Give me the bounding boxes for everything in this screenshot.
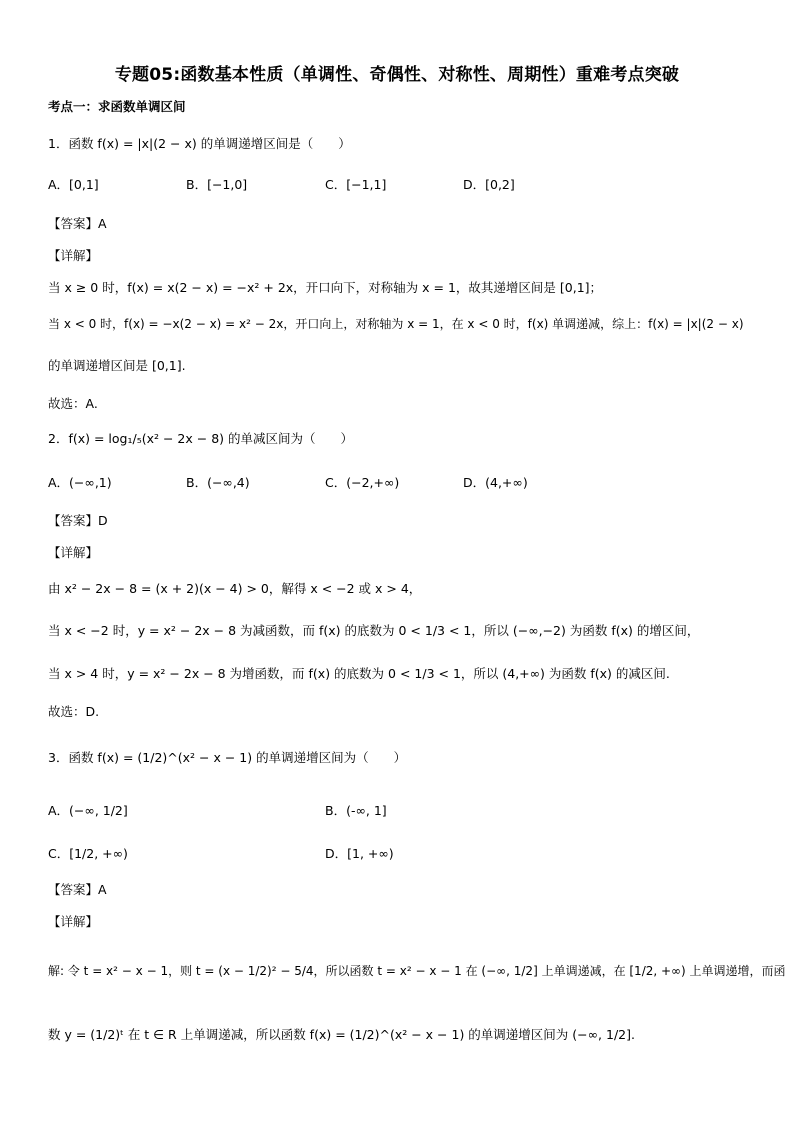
- q3-option-c: C．[1/2, +∞): [48, 846, 128, 861]
- q3-option-a: A．(−∞, 1/2]: [48, 803, 128, 818]
- q1-option-d: D．[0,2]: [463, 177, 515, 192]
- q2-solution-line: 当 x < −2 时，y = x² − 2x − 8 为减函数，而 f(x) 的底数为 0 < 1/3 < 1，所以 (−∞,−2) 为函数 f(x) 的增区间，: [48, 623, 700, 638]
- page-title: 专题05:函数基本性质（单调性、奇偶性、对称性、周期性）重难考点突破: [114, 65, 680, 85]
- q1-option-a: A．[0,1]: [48, 177, 99, 192]
- q2-answer: 【答案】D: [48, 513, 108, 528]
- q1-option-c: C．[−1,1]: [325, 177, 387, 192]
- q2-detail-label: 【详解】: [48, 545, 99, 560]
- q1-detail-label: 【详解】: [48, 248, 99, 263]
- q3-option-b: B．(-∞, 1]: [325, 803, 387, 818]
- q3-option-d: D．[1, +∞): [325, 846, 394, 861]
- q1-solution-line: 当 x ≥ 0 时，f(x) = x(2 − x) = −x² + 2x，开口向下，对称轴为 x = 1，故其递增区间是 [0,1]；: [48, 280, 603, 295]
- q1-solution-line: 当 x < 0 时，f(x) = −x(2 − x) = x² − 2x，开口向上，对称轴为 x = 1，在 x < 0 时，f(x) 单调递减，综上：f(x) = |x|(2 − x): [48, 317, 744, 331]
- q2-solution-line: 由 x² − 2x − 8 = (x + 2)(x − 4) > 0，解得 x < −2 或 x > 4，: [48, 581, 422, 596]
- q2-option-c: C．(−2,+∞): [325, 475, 400, 490]
- q2-conclusion: 故选：D.: [48, 704, 100, 719]
- q2-option-a: A．(−∞,1): [48, 475, 112, 490]
- q1-conclusion: 故选：A.: [48, 396, 98, 411]
- q1-option-b: B．[−1,0]: [186, 177, 248, 192]
- q2-option-b: B．(−∞,4): [186, 475, 250, 490]
- section-heading: 考点一：求函数单调区间: [48, 99, 186, 114]
- q3-solution-line: 数 y = (1/2)ᵗ 在 t ∈ R 上单调递减，所以函数 f(x) = (1/2)^(x² − x − 1) 的单调递增区间为 (−∞, 1/2].: [48, 1027, 635, 1042]
- q2-stem: 2．f(x) = log₁/₅(x² − 2x − 8) 的单减区间为（ ）: [48, 431, 353, 446]
- q1-solution-line: 的单调递增区间是 [0,1].: [48, 358, 186, 373]
- q3-solution-line: 解: 令 t = x² − x − 1，则 t = (x − 1/2)² − 5/4，所以函数 t = x² − x − 1 在 (−∞, 1/2] 上单调递减，在 [1/2, +∞) 上单调递增，而函: [48, 964, 786, 978]
- q3-detail-label: 【详解】: [48, 914, 99, 929]
- q2-solution-line: 当 x > 4 时，y = x² − 2x − 8 为增函数，而 f(x) 的底数为 0 < 1/3 < 1，所以 (4,+∞) 为函数 f(x) 的减区间.: [48, 666, 670, 681]
- q3-stem: 3．函数 f(x) = (1/2)^(x² − x − 1) 的单调递增区间为（ ）: [48, 750, 407, 765]
- q3-answer: 【答案】A: [48, 882, 107, 897]
- q1-stem: 1．函数 f(x) = |x|(2 − x) 的单调递增区间是（ ）: [48, 136, 351, 151]
- q1-answer: 【答案】A: [48, 216, 107, 231]
- q2-option-d: D．(4,+∞): [463, 475, 528, 490]
